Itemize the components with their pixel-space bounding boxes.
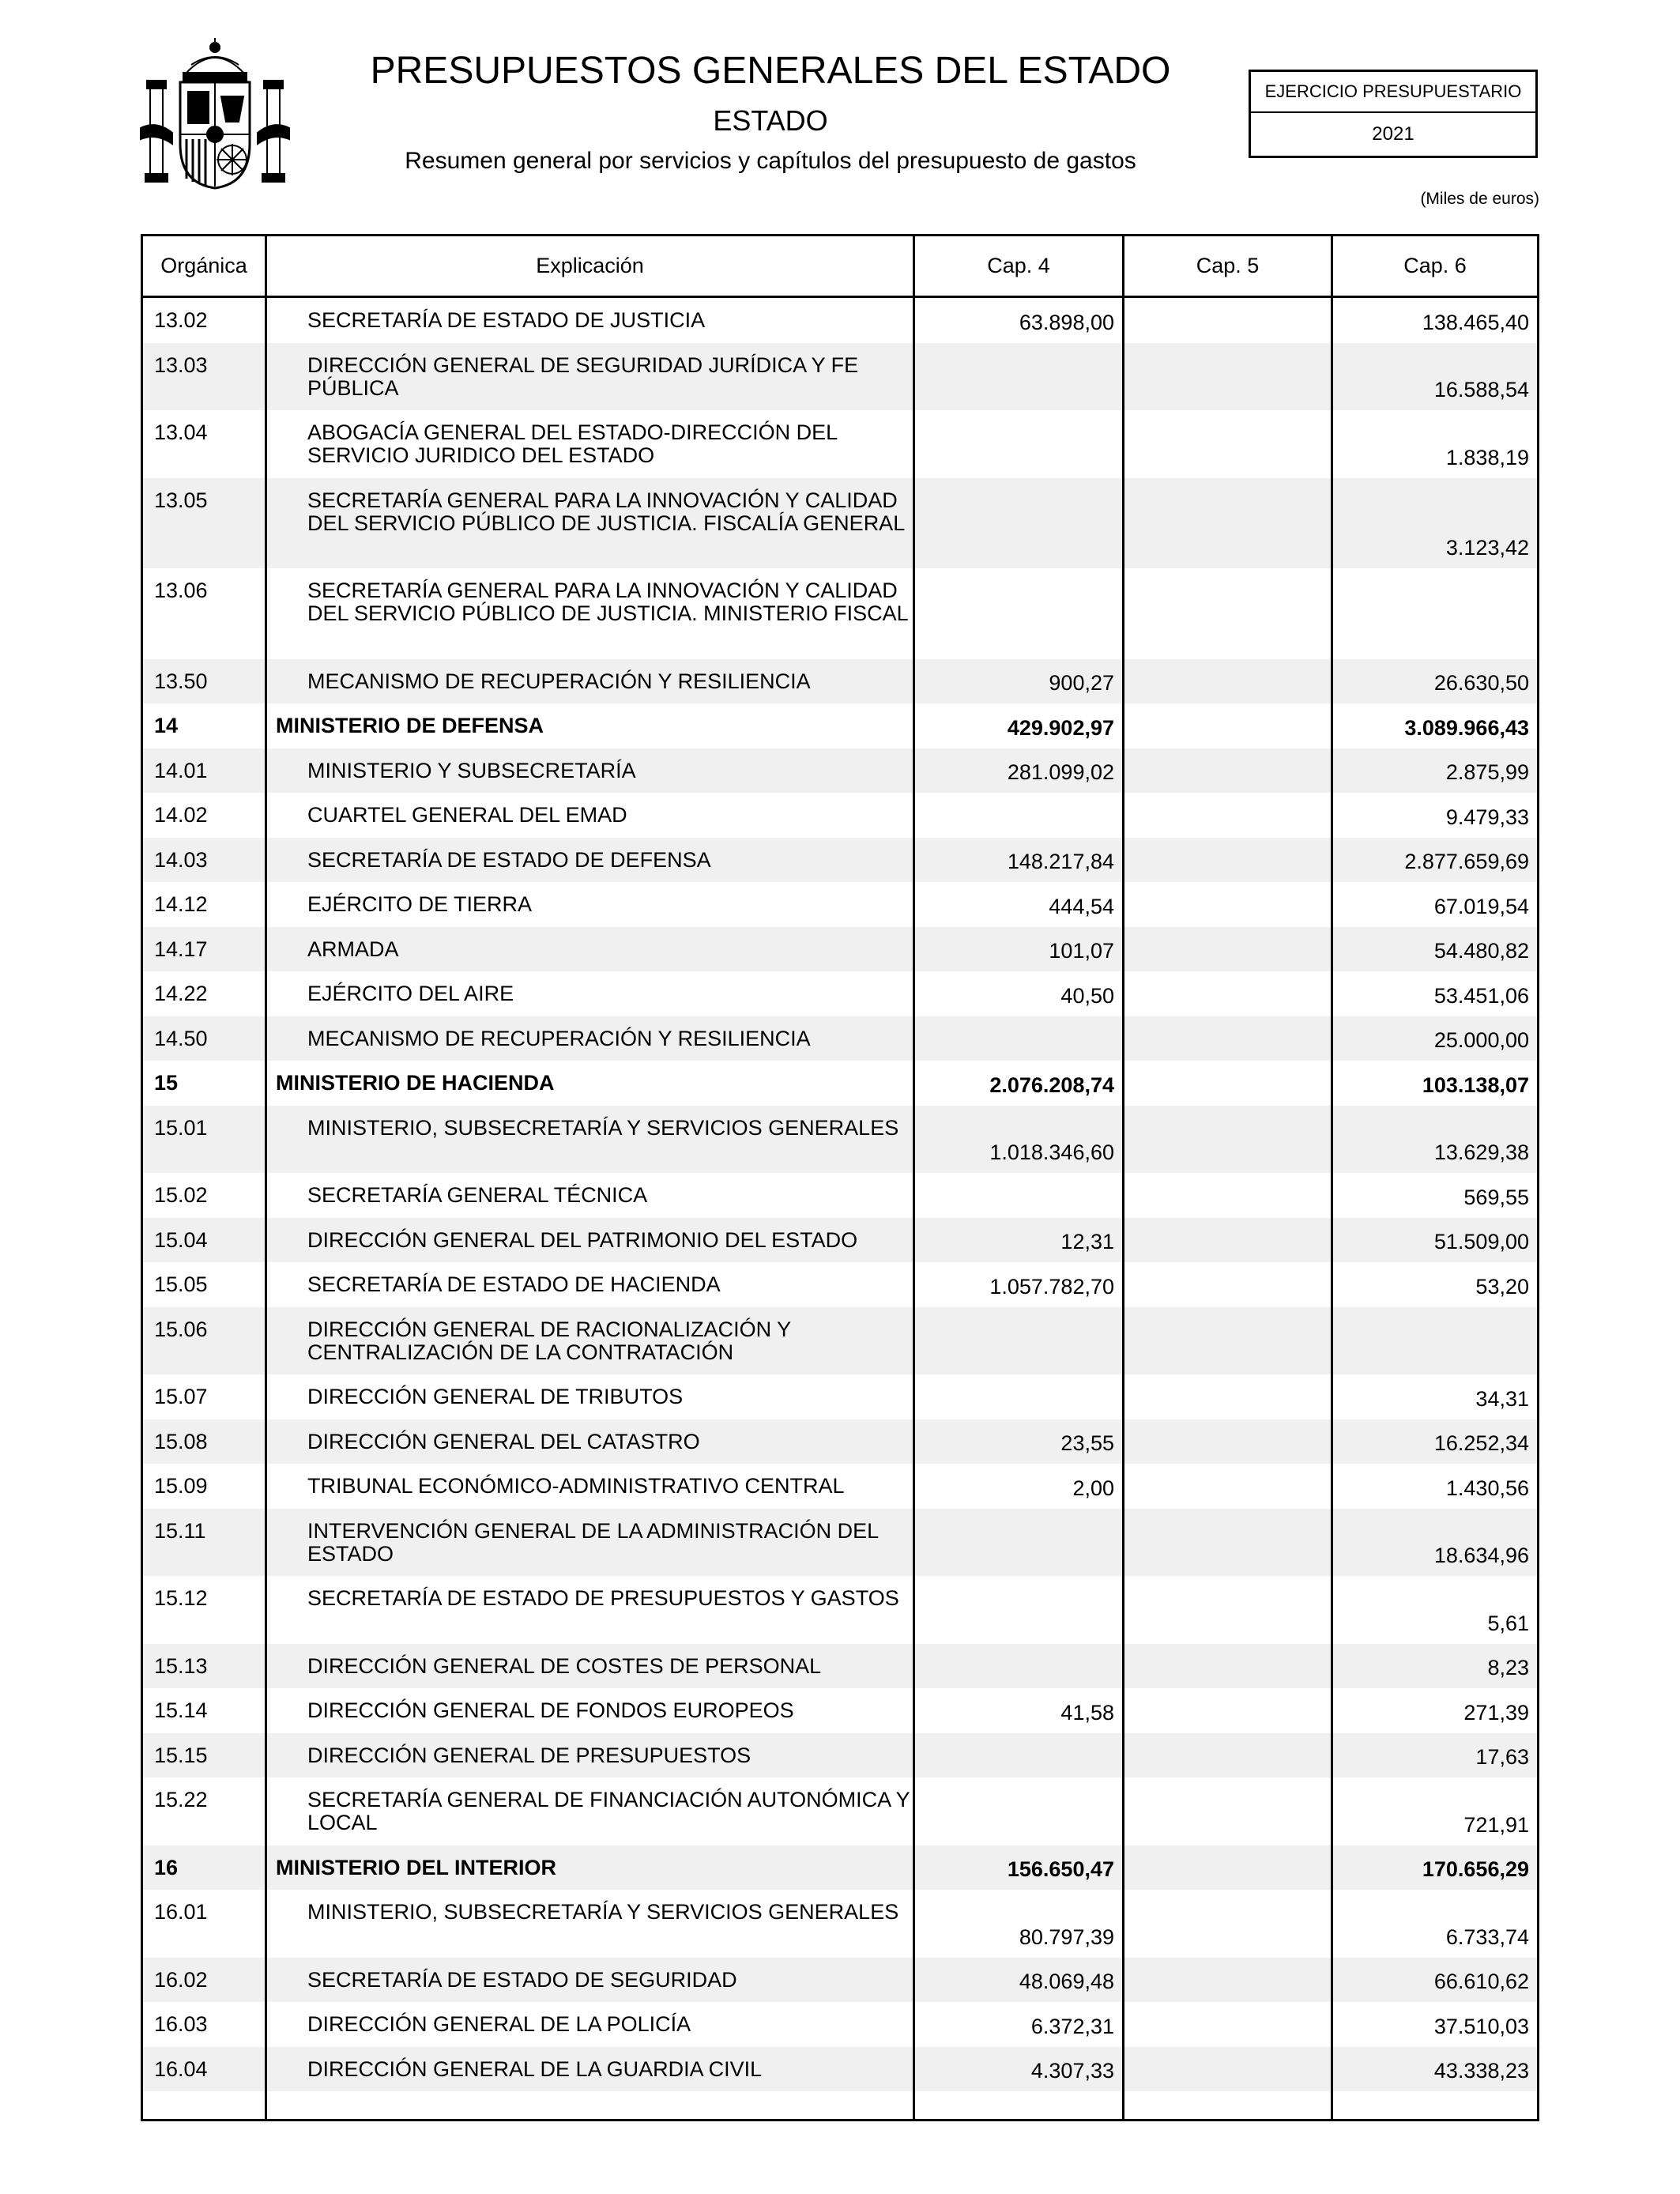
cap5-value <box>1124 1688 1331 1733</box>
cap5-value <box>1124 927 1331 972</box>
fiscal-year-box <box>1249 70 1538 158</box>
explicacion-text: DIRECCIÓN GENERAL DE TRIBUTOS <box>307 1385 684 1408</box>
cap6-value: 138.465,40 <box>1422 310 1529 334</box>
explicacion-text: SECRETARÍA DE ESTADO DE DEFENSA <box>307 847 711 872</box>
cap5-value <box>1124 410 1331 478</box>
table-row <box>143 2002 1537 2047</box>
organica-code: 16.02 <box>154 1967 208 1992</box>
document-title: PRESUPUESTOS GENERALES DEL ESTADO <box>370 50 1171 92</box>
table-row <box>143 793 1537 838</box>
explicacion-text: CUARTEL GENERAL DEL EMAD <box>307 803 627 827</box>
cap4-value: 281.099,02 <box>1007 760 1114 784</box>
table-header <box>143 236 1537 298</box>
ministry-total-row <box>143 703 1537 748</box>
cap5-value <box>1124 971 1331 1016</box>
column-divider <box>1122 236 1124 2119</box>
cap4-value: 900,27 <box>1049 671 1114 695</box>
cap6-value: 25.000,00 <box>1433 1028 1529 1052</box>
cap6-value: 17,63 <box>1475 1745 1529 1769</box>
organica-code: 13.06 <box>154 579 208 602</box>
cap5-value <box>1124 2002 1331 2047</box>
explicacion-text: MINISTERIO DE HACIENDA <box>276 1071 555 1095</box>
cap5-value <box>1124 1106 1331 1174</box>
coat-of-arms-logo <box>136 33 294 191</box>
table-row <box>143 1890 1537 1958</box>
cap6-value: 18.634,96 <box>1433 1544 1529 1567</box>
cap4-value: 4.307,33 <box>1030 2059 1114 2083</box>
cap4-value: 1.018.346,60 <box>989 1140 1114 1164</box>
header-explicacion: Explicación <box>536 254 644 277</box>
cap6-value: 9.479,33 <box>1445 805 1529 829</box>
table-row <box>143 1688 1537 1733</box>
document-description: Resumen general por servicios y capítulos del presupuesto de gastos <box>405 148 1136 174</box>
table-row <box>143 1419 1537 1465</box>
explicacion-text: SECRETARÍA DE ESTADO DE JUSTICIA <box>307 308 706 332</box>
explicacion-text: DIRECCIÓN GENERAL DE FONDOS EUROPEOS <box>307 1698 794 1722</box>
explicacion-text: EJÉRCITO DEL AIRE <box>307 982 514 1005</box>
cap5-value <box>1124 1173 1331 1218</box>
cap4-value: 80.797,39 <box>1019 1924 1114 1949</box>
organica-code: 15.12 <box>154 1586 208 1610</box>
fiscal-year-label: EJERCICIO PRESUPUESTARIO <box>1251 72 1535 113</box>
explicacion-text: DIRECCIÓN GENERAL DE LA GUARDIA CIVIL <box>307 2056 763 2081</box>
cap5-value <box>1124 882 1331 927</box>
cap6-value: 67.019,54 <box>1433 894 1529 918</box>
table-row <box>143 1733 1537 1778</box>
cap6-value: 16.252,34 <box>1433 1431 1529 1455</box>
organica-code: 15.02 <box>154 1183 208 1207</box>
cap6-value: 16.588,54 <box>1433 378 1529 401</box>
cap6-value: 53.451,06 <box>1433 983 1529 1008</box>
table-row <box>143 1644 1537 1689</box>
organica-code: 15.14 <box>154 1698 208 1722</box>
table-row <box>143 659 1537 704</box>
organica-code: 15.05 <box>154 1272 208 1296</box>
cap4-value: 2.076.208,74 <box>989 1072 1114 1097</box>
cap4-value: 12,31 <box>1060 1230 1114 1253</box>
cap5-value <box>1124 1419 1331 1465</box>
cap4-value <box>915 343 1122 411</box>
header-organica: Orgánica <box>160 254 247 277</box>
cap6-value: 51.509,00 <box>1433 1230 1529 1253</box>
cap4-value <box>915 478 1122 569</box>
organica-code: 15.22 <box>154 1788 208 1811</box>
cap4-value <box>915 793 1122 838</box>
cap5-value <box>1124 793 1331 838</box>
organica-code: 16.04 <box>154 2056 208 2081</box>
cap5-value <box>1124 1777 1331 1845</box>
column-divider <box>913 236 915 2119</box>
table-row <box>143 1307 1537 1375</box>
column-divider <box>265 236 267 2119</box>
explicacion-text: DIRECCIÓN GENERAL DE LA POLICÍA <box>307 2012 691 2036</box>
cap5-value <box>1124 1733 1331 1778</box>
table-row <box>143 568 1537 659</box>
cap6-value: 3.123,42 <box>1445 536 1529 560</box>
table-row <box>143 343 1537 411</box>
cap6-value: 37.510,03 <box>1433 2014 1529 2038</box>
organica-code: 15.01 <box>154 1115 208 1140</box>
cap5-value <box>1124 2047 1331 2092</box>
explicacion-text: SECRETARÍA DE ESTADO DE HACIENDA <box>307 1272 721 1296</box>
organica-code: 14.12 <box>154 892 208 916</box>
cap4-value: 6.372,31 <box>1030 2014 1114 2038</box>
cap6-value: 1.430,56 <box>1445 1476 1529 1500</box>
organica-code: 14.03 <box>154 847 208 872</box>
organica-code: 15.11 <box>154 1518 206 1543</box>
table-row <box>143 1958 1537 2003</box>
table-row <box>143 1016 1537 1061</box>
cap5-value <box>1124 838 1331 883</box>
cap4-value <box>915 1509 1122 1577</box>
explicacion-text: TRIBUNAL ECONÓMICO-ADMINISTRATIVO CENTRAL <box>307 1474 845 1498</box>
table-row <box>143 478 1537 569</box>
explicacion-text: SECRETARÍA DE ESTADO DE PRESUPUESTOS Y GASTOS <box>307 1586 899 1610</box>
cap5-value <box>1124 1509 1331 1577</box>
table-row <box>143 1464 1537 1509</box>
ministry-total-row <box>143 1061 1537 1106</box>
cap4-value <box>915 568 1122 659</box>
table-row <box>143 1262 1537 1307</box>
organica-code: 14.22 <box>154 982 208 1005</box>
organica-code: 15.07 <box>154 1385 208 1408</box>
cap4-value: 444,54 <box>1049 894 1114 918</box>
cap4-value: 101,07 <box>1049 939 1114 963</box>
table-row <box>143 1218 1537 1263</box>
explicacion-text: MINISTERIO DEL INTERIOR <box>276 1855 557 1879</box>
organica-code: 13.03 <box>154 352 208 377</box>
explicacion-text: INTERVENCIÓN GENERAL DE LA ADMINISTRACIÓN DEL ESTADO <box>307 1518 879 1566</box>
cap5-value <box>1124 1016 1331 1061</box>
cap5-value <box>1124 1307 1331 1375</box>
cap5-value <box>1124 1218 1331 1263</box>
organica-code: 15.09 <box>154 1474 208 1498</box>
cap5-value <box>1124 703 1331 748</box>
cap4-value <box>915 1777 1122 1845</box>
organica-code: 16.01 <box>154 1900 208 1924</box>
cap4-value <box>915 1016 1122 1061</box>
column-divider <box>1331 236 1333 2119</box>
explicacion-text: SECRETARÍA GENERAL TÉCNICA <box>307 1183 648 1207</box>
cap6-value: 569,55 <box>1463 1185 1529 1209</box>
organica-code: 14 <box>154 714 179 737</box>
table-row <box>143 298 1537 343</box>
cap6-value <box>1333 1307 1537 1375</box>
explicacion-text: DIRECCIÓN GENERAL DE PRESUPUESTOS <box>307 1743 751 1767</box>
cap4-value: 429.902,97 <box>1007 715 1114 740</box>
cap4-value: 2,00 <box>1072 1476 1114 1500</box>
organica-code: 13.02 <box>154 308 208 332</box>
explicacion-text: SECRETARÍA GENERAL PARA LA INNOVACIÓN Y CALIDAD DEL SERVICIO PÚBLICO DE JUSTICIA. MINISTERIO FISCAL <box>307 579 909 625</box>
organica-code: 13.05 <box>154 488 208 512</box>
explicacion-text: EJÉRCITO DE TIERRA <box>307 892 533 916</box>
cap6-value: 34,31 <box>1475 1386 1529 1411</box>
cap6-value: 103.138,07 <box>1422 1072 1529 1097</box>
cap6-value: 66.610,62 <box>1433 1970 1529 1993</box>
organica-code: 16 <box>154 1855 179 1879</box>
organica-code: 15.15 <box>154 1743 208 1767</box>
organica-code: 13.50 <box>154 669 208 693</box>
cap4-value <box>915 1374 1122 1419</box>
table-row <box>143 748 1537 794</box>
cap5-value <box>1124 1845 1331 1891</box>
cap4-value: 23,55 <box>1060 1431 1114 1455</box>
fiscal-year-value: 2021 <box>1372 123 1414 145</box>
cap4-value: 40,50 <box>1060 983 1114 1008</box>
cap6-value: 43.338,23 <box>1433 2059 1529 2083</box>
explicacion-text: SECRETARÍA GENERAL PARA LA INNOVACIÓN Y CALIDAD DEL SERVICIO PÚBLICO DE JUSTICIA. FISCALÍA GENERAL <box>307 488 906 535</box>
cap6-value: 3.089.966,43 <box>1404 715 1529 740</box>
cap6-value: 2.877.659,69 <box>1404 850 1529 873</box>
organica-code: 15 <box>154 1071 179 1095</box>
organica-code: 15.08 <box>154 1429 208 1453</box>
document-subtitle: ESTADO <box>713 104 828 137</box>
explicacion-text: MINISTERIO, SUBSECRETARÍA Y SERVICIOS GENERALES <box>307 1115 899 1140</box>
table-row <box>143 410 1537 478</box>
cap5-value <box>1124 568 1331 659</box>
organica-code: 14.02 <box>154 803 208 827</box>
explicacion-text: SECRETARÍA GENERAL DE FINANCIACIÓN AUTONÓMICA Y LOCAL <box>307 1788 910 1834</box>
cap6-value: 26.630,50 <box>1433 671 1529 695</box>
cap4-value <box>915 1307 1122 1375</box>
explicacion-text: MINISTERIO Y SUBSECRETARÍA <box>307 758 636 782</box>
organica-code: 14.17 <box>154 937 208 961</box>
cap4-value <box>915 1644 1122 1689</box>
cap6-value: 54.480,82 <box>1433 939 1529 963</box>
cap5-value <box>1124 1061 1331 1106</box>
cap5-value <box>1124 1262 1331 1307</box>
cap4-value: 63.898,00 <box>1019 310 1114 334</box>
organica-code: 14.01 <box>154 758 208 782</box>
organica-code: 13.04 <box>154 420 208 444</box>
table-row <box>143 882 1537 927</box>
cap6-value: 1.838,19 <box>1445 445 1529 469</box>
cap5-value <box>1124 1374 1331 1419</box>
table-row <box>143 1509 1537 1577</box>
header-cap4: Cap. 4 <box>987 254 1050 277</box>
cap5-value <box>1124 1464 1331 1509</box>
cap4-value: 1.057.782,70 <box>989 1274 1114 1299</box>
table-row <box>143 971 1537 1016</box>
cap6-value: 2.875,99 <box>1445 760 1529 784</box>
cap4-value: 156.650,47 <box>1007 1857 1114 1881</box>
table-row <box>143 1374 1537 1419</box>
explicacion-text: MECANISMO DE RECUPERACIÓN Y RESILIENCIA <box>307 669 811 693</box>
organica-code: 15.13 <box>154 1653 208 1678</box>
table-row <box>143 1106 1537 1174</box>
cap6-value: 170.656,29 <box>1422 1857 1529 1881</box>
explicacion-text: SECRETARÍA DE ESTADO DE SEGURIDAD <box>307 1967 737 1992</box>
cap6-value: 271,39 <box>1463 1700 1529 1725</box>
table-row <box>143 1576 1537 1644</box>
explicacion-text: MINISTERIO, SUBSECRETARÍA Y SERVICIOS GENERALES <box>307 1900 899 1924</box>
budget-table <box>141 234 1539 2121</box>
cap5-value <box>1124 1890 1331 1958</box>
explicacion-text: DIRECCIÓN GENERAL DEL CATASTRO <box>307 1429 700 1453</box>
table-row <box>143 2047 1537 2092</box>
cap6-value: 13.629,38 <box>1433 1140 1529 1164</box>
cap6-value: 8,23 <box>1487 1656 1529 1679</box>
units-note: (Miles de euros) <box>1420 190 1539 208</box>
cap6-value: 721,91 <box>1463 1812 1529 1837</box>
cap4-value <box>915 1733 1122 1778</box>
cap4-value: 148.217,84 <box>1007 850 1114 873</box>
explicacion-text: DIRECCIÓN GENERAL DE RACIONALIZACIÓN Y CENTRALIZACIÓN DE LA CONTRATACIÓN <box>307 1317 791 1364</box>
table-row <box>143 1173 1537 1218</box>
header-cap6: Cap. 6 <box>1403 254 1467 277</box>
table-row <box>143 838 1537 883</box>
organica-code: 15.06 <box>154 1317 208 1341</box>
cap5-value <box>1124 343 1331 411</box>
cap6-value: 6.733,74 <box>1445 1924 1529 1949</box>
cap6-value: 53,20 <box>1475 1274 1529 1299</box>
table-row <box>143 927 1537 972</box>
cap5-value <box>1124 298 1331 343</box>
explicacion-text: ABOGACÍA GENERAL DEL ESTADO-DIRECCIÓN DEL SERVICIO JURIDICO DEL ESTADO <box>307 420 838 467</box>
cap5-value <box>1124 478 1331 569</box>
explicacion-text: MECANISMO DE RECUPERACIÓN Y RESILIENCIA <box>307 1026 811 1050</box>
table-row <box>143 1777 1537 1845</box>
cap4-value: 41,58 <box>1060 1700 1114 1725</box>
cap5-value <box>1124 748 1331 794</box>
explicacion-text: MINISTERIO DE DEFENSA <box>276 714 544 737</box>
ministry-total-row <box>143 1845 1537 1891</box>
explicacion-text: ARMADA <box>307 937 399 961</box>
cap4-value <box>915 410 1122 478</box>
cap5-value <box>1124 1576 1331 1644</box>
organica-code: 15.04 <box>154 1227 208 1252</box>
cap5-value <box>1124 1958 1331 2003</box>
explicacion-text: DIRECCIÓN GENERAL DE COSTES DE PERSONAL <box>307 1653 822 1678</box>
header-cap5: Cap. 5 <box>1196 254 1260 277</box>
cap5-value <box>1124 1644 1331 1689</box>
cap4-value: 48.069,48 <box>1019 1970 1114 1993</box>
cap5-value <box>1124 659 1331 704</box>
cap6-value: 5,61 <box>1487 1611 1529 1635</box>
document-header <box>316 47 1225 177</box>
explicacion-text: DIRECCIÓN GENERAL DE SEGURIDAD JURÍDICA Y FE PÚBLICA <box>307 352 859 400</box>
organica-code: 16.03 <box>154 2012 208 2036</box>
cap4-value <box>915 1576 1122 1644</box>
cap6-value <box>1333 568 1537 659</box>
explicacion-text: DIRECCIÓN GENERAL DEL PATRIMONIO DEL ESTADO <box>307 1227 858 1252</box>
organica-code: 14.50 <box>154 1026 208 1050</box>
cap4-value <box>915 1173 1122 1218</box>
